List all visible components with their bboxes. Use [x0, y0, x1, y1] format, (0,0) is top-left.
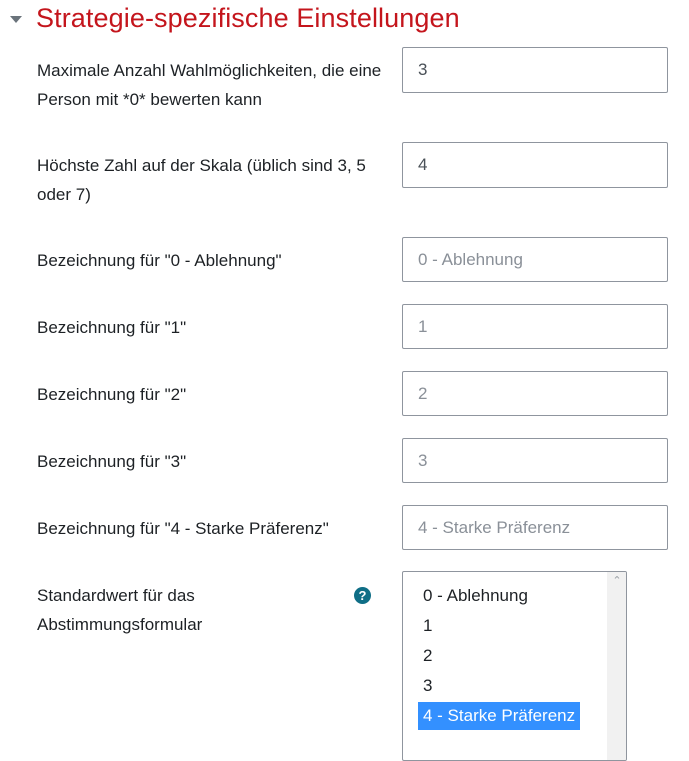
- select-option-selected[interactable]: 4 - Starke Präferenz: [418, 702, 580, 730]
- max-zero-label: Maximale Anzahl Wahlmöglichkeiten, die eine Person mit *0* bewerten kann: [37, 61, 382, 109]
- select-option[interactable]: 0 - Ablehnung: [423, 586, 528, 605]
- section-title: Strategie-spezifische Einstellungen: [36, 2, 460, 33]
- name2-label: Bezeichnung für "2": [37, 385, 187, 404]
- name4-label: Bezeichnung für "4 - Starke Präferenz": [37, 519, 329, 538]
- chevron-down-icon[interactable]: [10, 16, 22, 23]
- name1-input[interactable]: [402, 304, 668, 349]
- name0-label: Bezeichnung für "0 - Ablehnung": [37, 251, 282, 270]
- select-scrollbar[interactable]: [607, 572, 627, 760]
- name3-input[interactable]: [402, 438, 668, 483]
- name4-input[interactable]: [402, 505, 668, 550]
- select-option[interactable]: 2: [423, 646, 433, 665]
- max-zero-input[interactable]: [402, 47, 668, 93]
- name2-input[interactable]: [402, 371, 668, 416]
- help-icon[interactable]: ?: [354, 587, 371, 604]
- default-label: Standardwert für das Abstimmungsformular: [37, 586, 203, 634]
- scale-max-input[interactable]: [402, 142, 668, 188]
- select-option[interactable]: 1: [423, 616, 433, 635]
- select-option[interactable]: 3: [423, 676, 433, 695]
- scale-max-label: Höchste Zahl auf der Skala (üblich sind 3, 5 oder 7): [37, 156, 366, 204]
- scroll-up-icon[interactable]: ⌃: [612, 575, 622, 587]
- name3-label: Bezeichnung für "3": [37, 452, 187, 471]
- section-header[interactable]: [10, 0, 460, 36]
- name0-input[interactable]: [402, 237, 668, 282]
- default-select[interactable]: [402, 571, 627, 761]
- name1-label: Bezeichnung für "1": [37, 318, 187, 337]
